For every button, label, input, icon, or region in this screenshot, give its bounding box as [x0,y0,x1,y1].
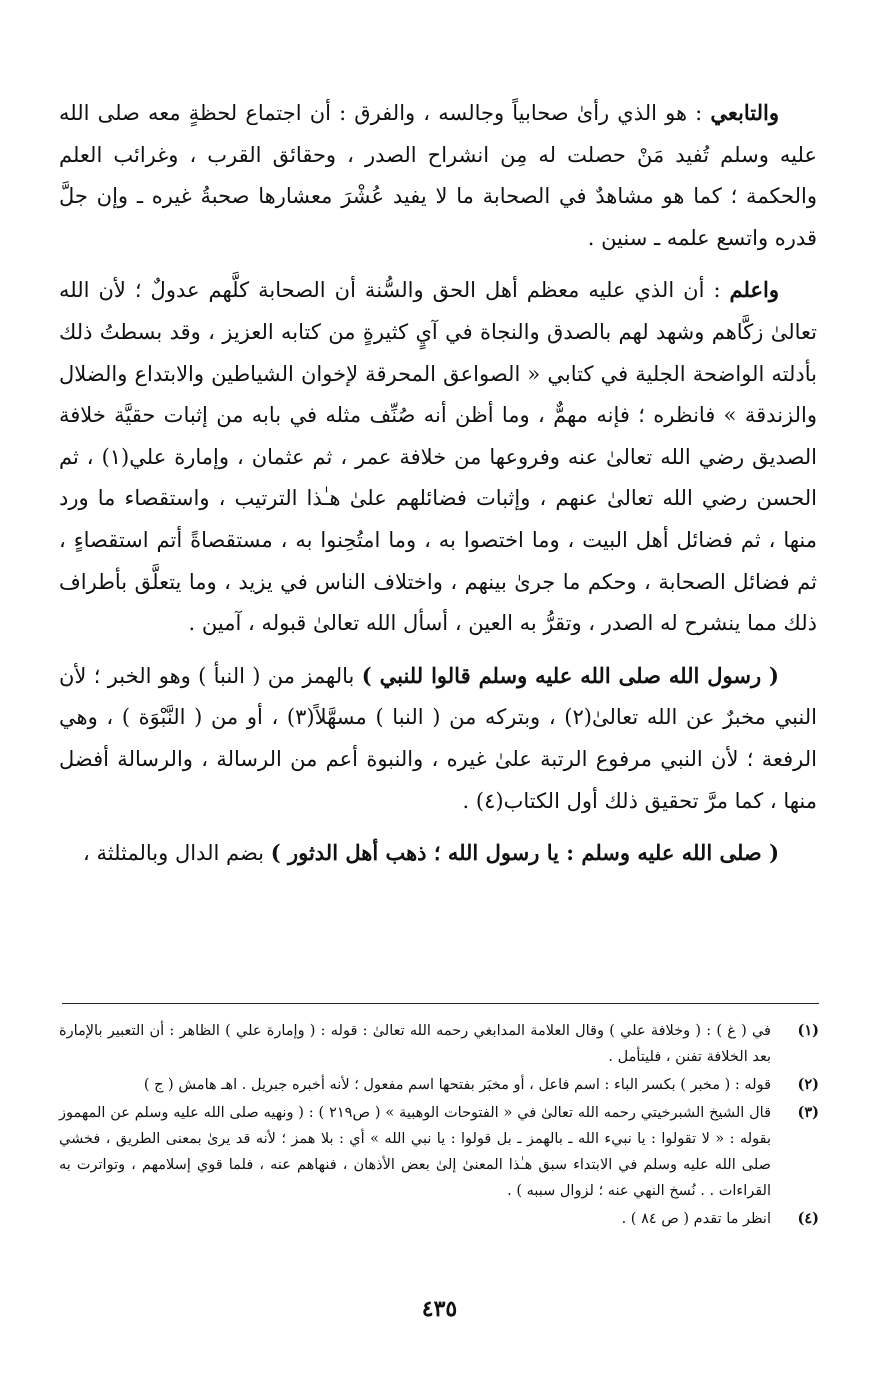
footnote-number: (٤) [797,1210,819,1227]
paragraph-lead-term: واعلم [729,277,779,303]
footnote [59,1072,819,1098]
footnotes [59,1018,819,1234]
paragraph-body: بالهمز من ( النبأ ) وهو الخبر ؛ لأن النبي مخبرٌ عن الله تعالىٰ(٢) ، وبتركه من ( النبا ) مسهَّلاً(٣) ، أو من ( النَّبْوَة ) ، وهي الرفعة ؛ لأن النبي مرفوع الرتبة علىٰ غيره ، والنبوة أعم من الرسالة ، والرسالة أفضل منها ، كما مرَّ تحقيق ذلك أول الكتاب(٤) . [59,663,817,813]
paragraph-duthur [59,832,817,875]
footnote-text: في ( غ ) : ( وخلافة علي ) وقال العلامة المدابغي رحمه الله تعالىٰ : قوله : ( وإمارة علي ) الظاهر : أن التعبير بالإمارة بعد الخلافة تفنن ، فليتأمل . [59,1023,771,1065]
paragraph-body: بضم الدال وبالمثلثة ، [83,841,265,866]
footnote-number: (١) [797,1022,819,1039]
footnote-text: قوله : ( مخبر ) بكسر الباء : اسم فاعل ، أو مخبَر بفتحها اسم مفعول ؛ لأنه أخبره جبريل . اهـ هامش ( ج ) [143,1077,771,1093]
footnote [59,1100,819,1204]
paragraph-rasul [59,655,817,822]
footnote-text: انظر ما تقدم ( ص ٨٤ ) . [621,1211,771,1227]
footnote-divider [62,1003,819,1004]
paragraph-body: : أن الذي عليه معظم أهل الحق والسُّنة أن الصحابة كلَّهم عدولٌ ؛ لأن الله تعالىٰ زكَّاهم وشهد لهم بالصدق والنجاة في آيٍ كثيرةٍ من كتابه العزيز ، وقد بسطتُ ذلك بأدلته الواضحة الجلية في كتابي « الصواعق المحرقة لإخوان الشياطين والابتداع والضلال والزندقة » فانظره ؛ فإنه مهمٌّ ، وما أظن أنه صُنِّف مثله في بابه من إثبات حقيَّة خلافة الصديق رضي الله تعالىٰ عنه وفروعها من خلافة عمر ، ثم عثمان ، وإمارة علي(١) ، ثم الحسن رضي الله تعالىٰ عنهم ، وإثبات فضائلهم علىٰ هـٰذا الترتيب ، واستقصاء ما ورد منها ، ثم فضائل أهل البيت ، وما اختصوا به ، وما امتُحِنوا به ، مستقصاةً أتم استقصاءٍ ، ثم فضائل الصحابة ، وحكم ما جرىٰ بينهم ، واختلاف الناس في يزيد ، وما يتعلَّق بأطراف ذلك مما ينشرح له الصدر ، وتقرُّ به العين ، أسأل الله تعالىٰ قبوله ، آمين . [59,278,817,636]
paragraph-iʿlam [59,269,817,644]
main-text [59,92,817,885]
footnote [59,1206,819,1232]
footnote [59,1018,819,1070]
page-number: ٤٣٥ [421,1296,458,1322]
quoted-matn-phrase: ( صلى الله عليه وسلم : يا رسول الله ؛ ذهب أهل الدثور ) [270,840,779,866]
quoted-matn-phrase: ( رسول الله صلى الله عليه وسلم قالوا للنبي ) [361,662,779,688]
paragraph-body: : هو الذي رأىٰ صحابياً وجالسه ، والفرق : أن اجتماع لحظةٍ معه صلى الله عليه وسلم تُفيد مَنْ حصلت له مِن انشراح الصدر ، وحقائق القرب ، وغرائب العلم والحكمة ؛ كما هو مشاهدٌ في الصحابة ما لا يفيد عُشْرَ معشارها صحبةُ غيره ـ وإن جلَّ قدره واتسع علمه ـ سنين . [59,101,817,250]
footnote-text: قال الشيخ الشبرخيتي رحمه الله تعالىٰ في « الفتوحات الوهبية » ( ص٢١٩ ) : ( ونهيه صلى الله عليه وسلم عن المهموز بقوله : « لا تقولوا : يا نبيء الله ـ بالهمز ـ بل قولوا : يا نبي الله » أي : بلا همز ؛ لأنه قد يرىٰ بمعنى الطريق ، فخشي صلى الله عليه وسلم في الابتداء سبق هـٰذا المعنىٰ إلىٰ بعض الأذهان ، فنهاهم عنه ، فلما قوي إسلامهم ، وتواترت به القراءات . . نُسخ النهي عنه ؛ لزوال سببه ) . [59,1105,772,1199]
footnote-number: (٢) [797,1076,819,1093]
paragraph-tabii [59,92,817,259]
footnote-number: (٣) [797,1104,819,1121]
paragraph-lead-term: والتابعي [710,100,779,125]
